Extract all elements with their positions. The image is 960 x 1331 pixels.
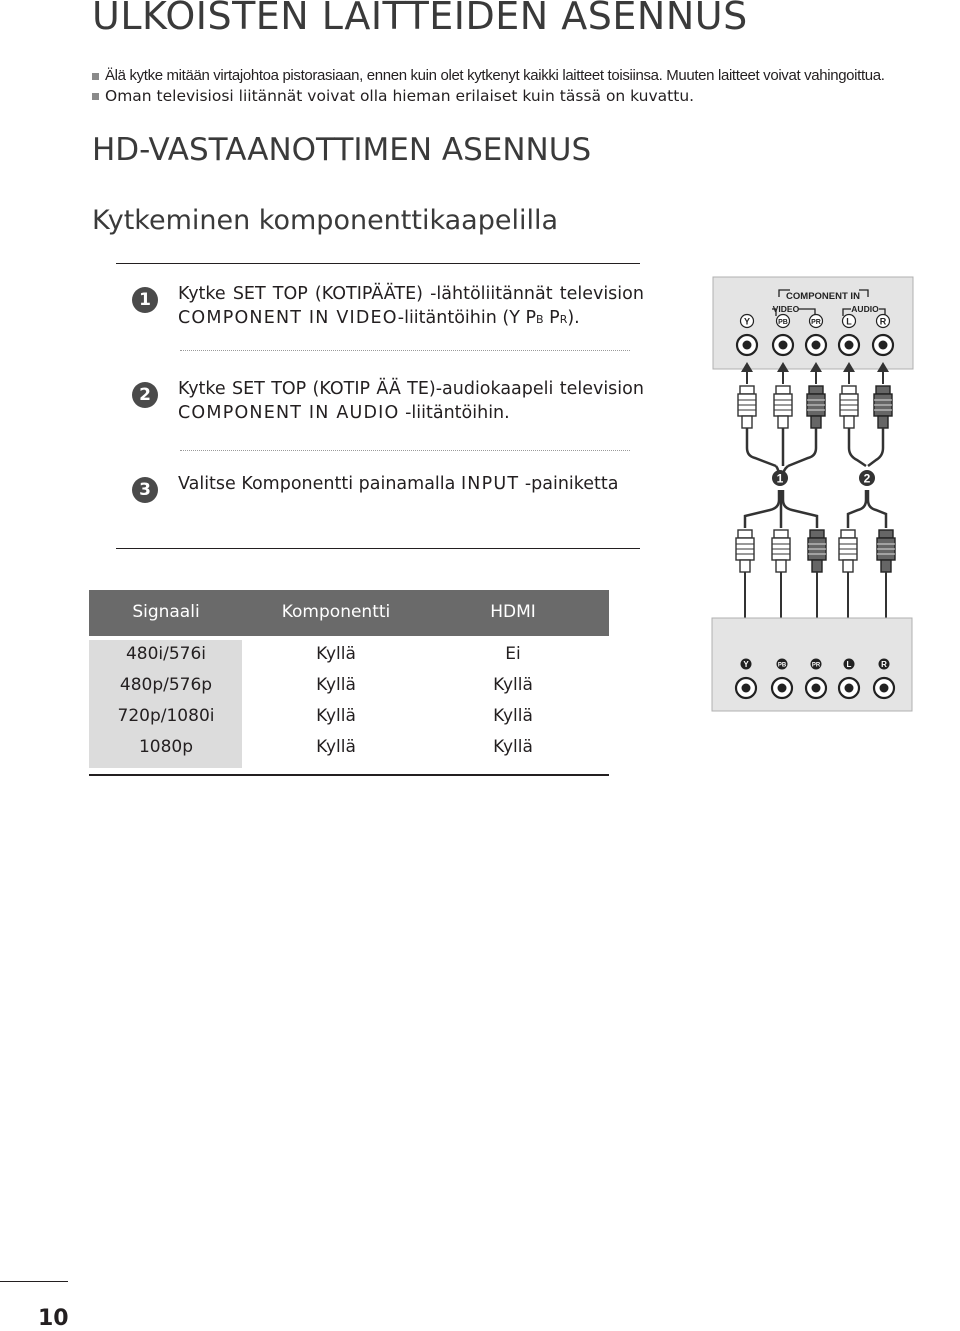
plug-r-upper [874,386,892,428]
settop-jack-label-pr [811,659,822,670]
svg-text:PB: PB [777,662,787,669]
step-1-line-2: COMPONENT IN VIDEO-liitäntöihin (Y PB PR). [178,308,580,328]
cable-marker-2 [859,470,875,486]
component-in-label: COMPONENT IN [786,291,860,302]
plug-pb-upper [774,386,792,428]
section-title: HD-VASTAANOTTIMEN ASENNUS [92,132,592,168]
tv-jack-label-y [741,315,754,328]
plug-pb-lower [772,530,790,572]
table-row: 480i/576i Kyllä Ei [125,644,521,664]
step-1-text [178,282,644,332]
plug-r-lower [877,530,895,572]
plug-pr-lower [808,530,826,572]
plug-y-lower [736,530,754,572]
divider [116,263,640,264]
settop-jack-pb [772,678,792,698]
plug-l-upper [840,386,858,428]
tv-jack-label-pr [810,315,823,328]
step-number-1: 1 [132,287,158,313]
video-label: VIDEO [772,304,800,314]
note-item [92,86,885,106]
tv-jack-label-r [877,315,890,328]
tv-jack-y [737,335,757,355]
page-title: ULKOISTEN LAITTEIDEN ASENNUS [92,0,748,38]
tv-jack-pb [773,335,793,355]
table-header [89,590,609,636]
svg-text:Y: Y [743,660,749,669]
table-row: 720p/1080i Kyllä Kyllä [117,706,533,726]
note-item [92,66,885,86]
note-text: Oman televisiosi liitännät voivat olla hieman erilaiset kuin tässä on kuvattu. [105,87,695,105]
dotted-divider [180,350,630,351]
square-bullet-icon [92,73,99,80]
plug-pr-upper [807,386,825,428]
step-2-line-2: COMPONENT IN AUDIO -liitäntöihin. [178,403,510,423]
svg-text:PR: PR [811,662,821,669]
page-number-rule [0,1281,68,1282]
plug-y-upper [738,386,756,428]
connection-diagram [680,270,960,720]
step-number-2: 2 [132,382,158,408]
settop-jack-label-y [741,659,752,670]
step-2-text [178,377,644,425]
settop-jack-label-l [844,659,855,670]
subsection-title: Kytkeminen komponenttikaapelilla [92,205,559,236]
step-3-text: Valitse Komponentti painamalla INPUT -painiketta [178,474,619,494]
header-komponentti: Komponentti [281,602,391,622]
plug-l-lower [839,530,857,572]
svg-text:L: L [846,316,852,327]
tv-jack-pr [806,335,826,355]
page-number: 10 [38,1306,69,1331]
svg-text:1: 1 [776,471,784,486]
cable-marker-1 [772,470,788,486]
header-signaali: Signaali [132,602,200,622]
notes-list [92,66,885,106]
step-number-3: 3 [132,477,158,503]
divider [116,548,640,549]
svg-text:PR: PR [811,319,821,326]
settop-jack-l [839,678,859,698]
dotted-divider [180,450,630,451]
svg-text:R: R [879,316,887,327]
settop-jack-r [874,678,894,698]
step-1-line-1: Kytke SET TOP (KOTIPÄÄTE) -lähtöliitännät television [178,284,644,304]
tv-jack-r [873,335,893,355]
tv-jack-label-l [843,315,856,328]
settop-jack-pr [806,678,826,698]
signal-table [89,590,609,770]
svg-text:L: L [846,660,852,669]
svg-text:PB: PB [778,319,788,326]
header-hdmi: HDMI [490,602,536,622]
tv-jack-label-pb [777,315,790,328]
settop-jack-y [736,678,756,698]
table-row: 480p/576p Kyllä Kyllä [119,675,533,695]
tv-jack-l [839,335,859,355]
table-bottom-rule [89,774,609,776]
settop-jack-label-pb [777,659,788,670]
audio-label: AUDIO [851,304,879,314]
table-row: 1080p Kyllä Kyllä [138,737,533,757]
svg-text:2: 2 [863,471,871,486]
svg-text:Y: Y [743,316,751,327]
table-body [89,636,609,770]
svg-text:R: R [881,660,887,669]
square-bullet-icon [92,93,99,100]
note-text: Älä kytke mitään virtajohtoa pistorasiaan, ennen kuin olet kytkenyt kaikki laitteet toisiinsa. Muuten laitteet voivat vahingoittua. [105,67,885,84]
settop-jack-label-r [879,659,890,670]
step-2-line-1: Kytke SET TOP (KOTIP ÄÄ TE)-audiokaapeli television [178,379,644,399]
